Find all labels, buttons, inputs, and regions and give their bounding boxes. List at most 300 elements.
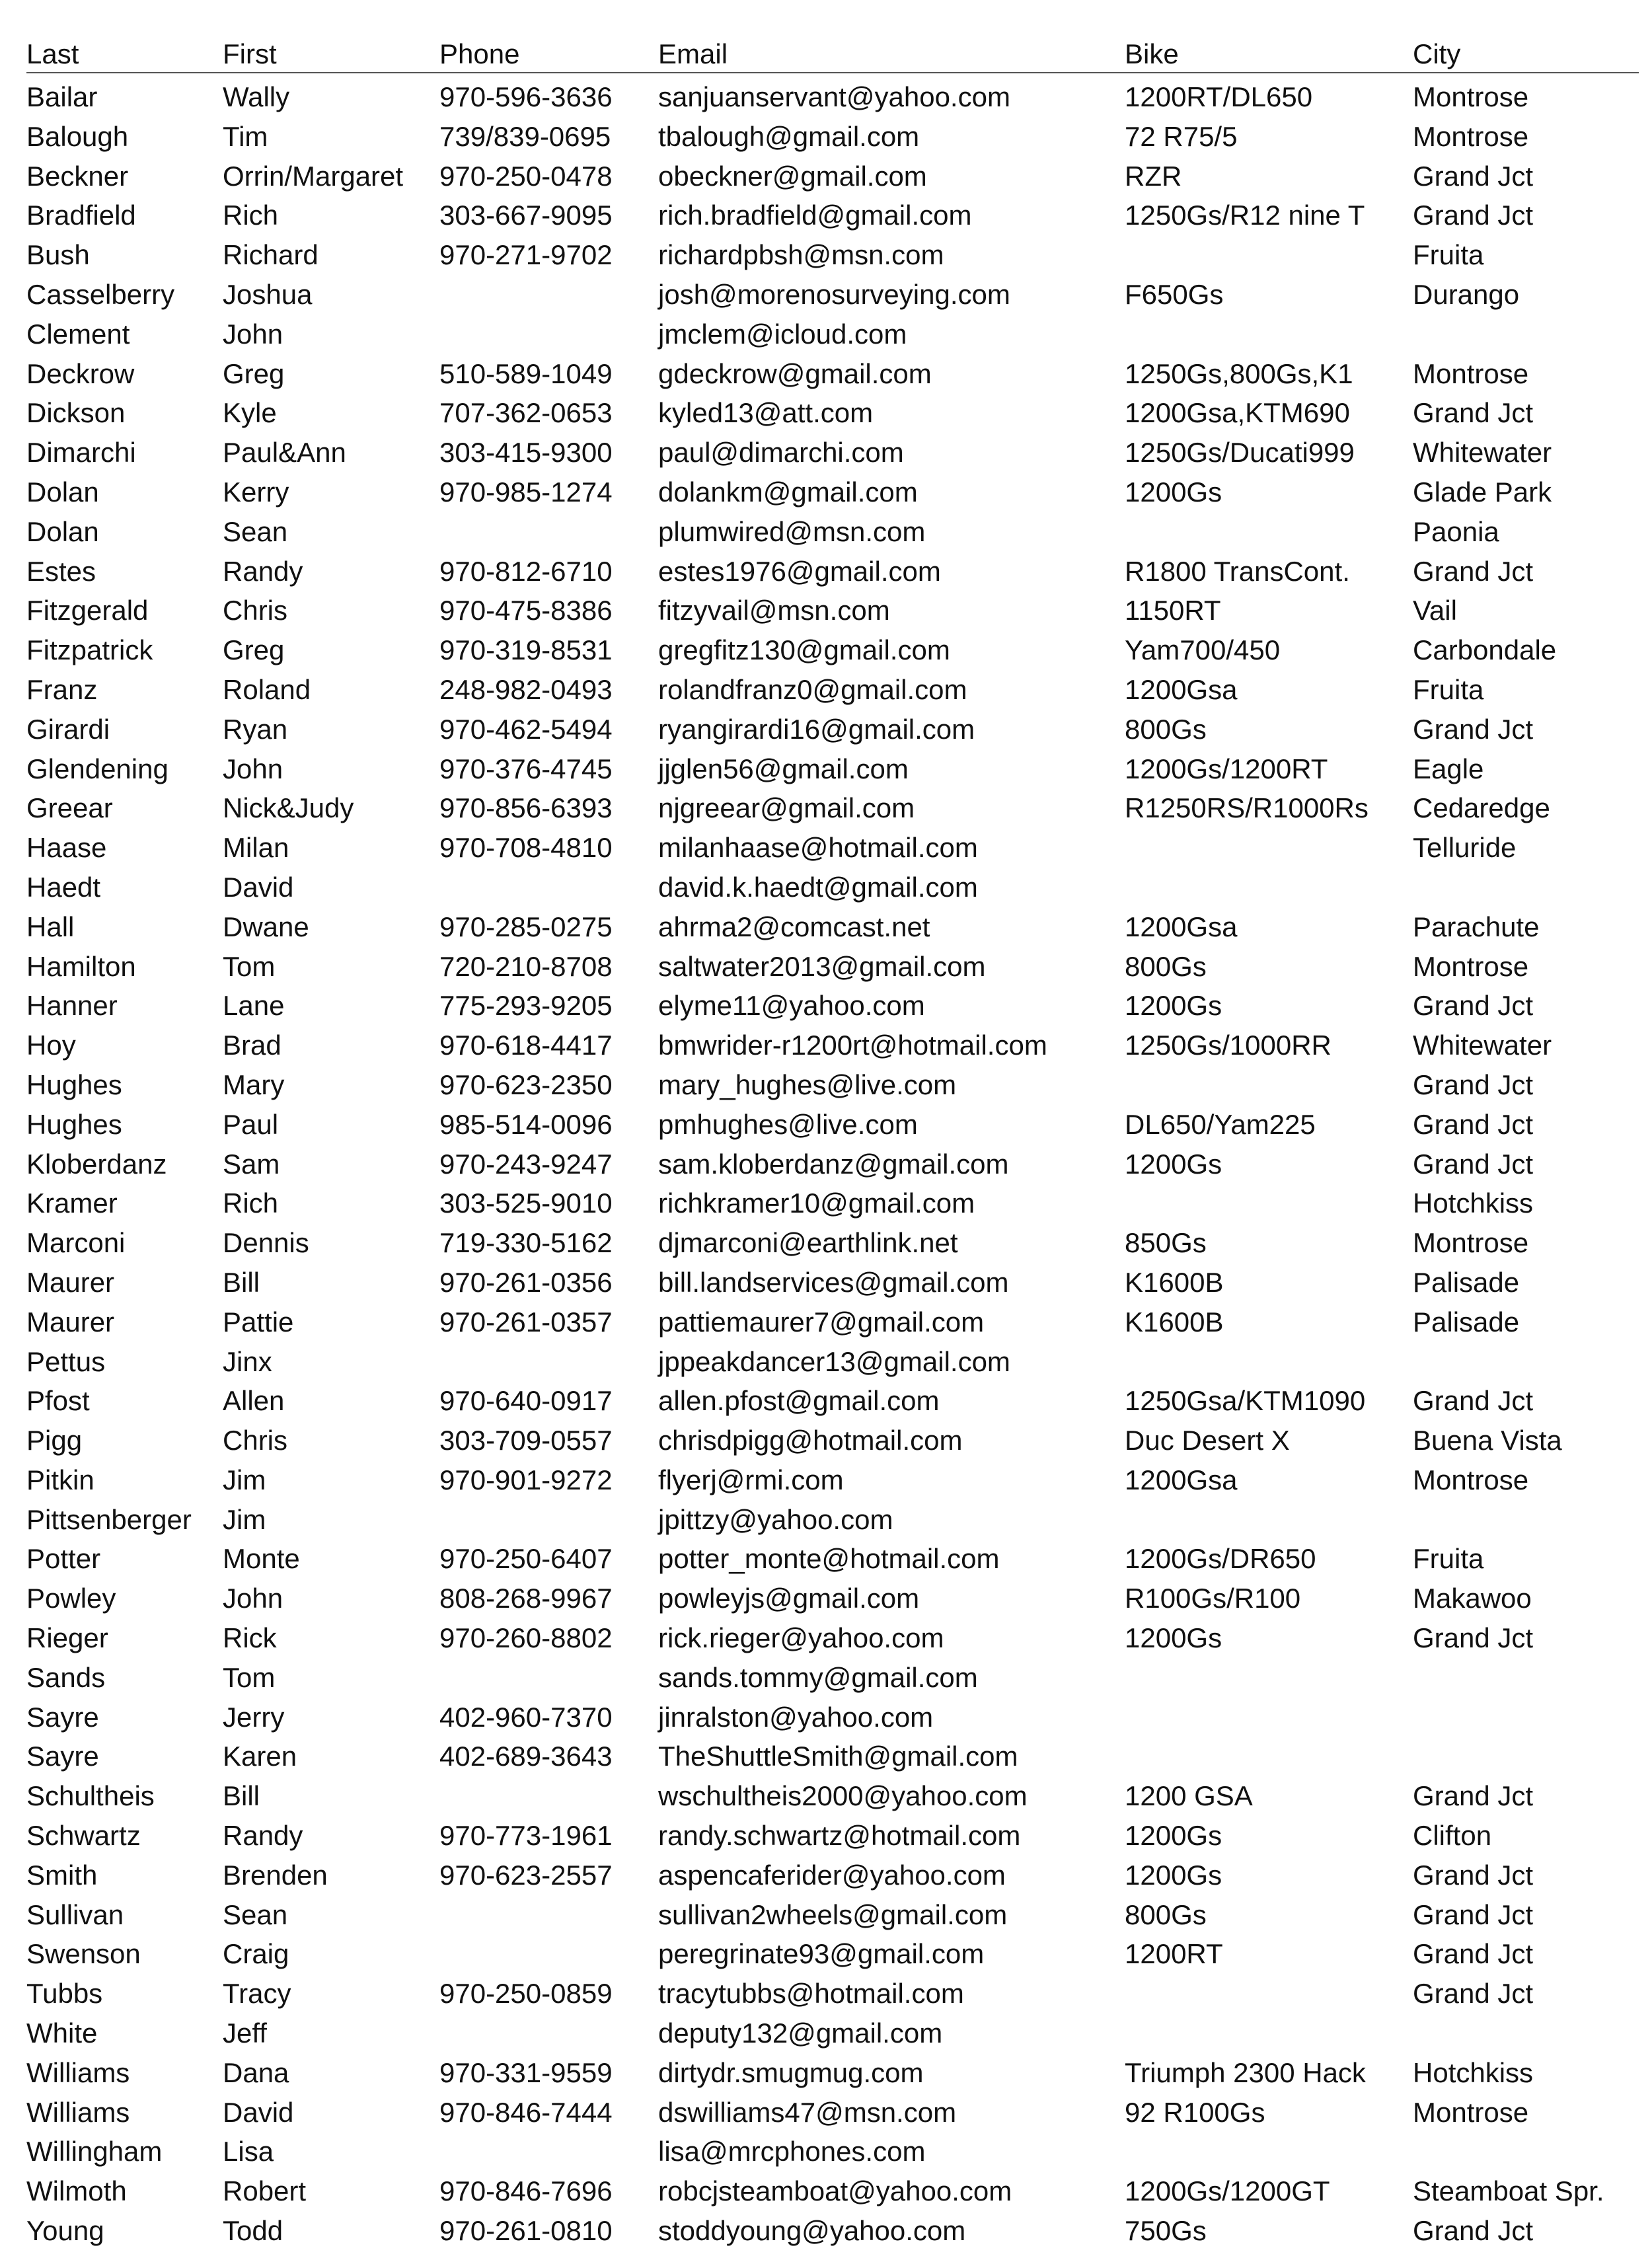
- table-row: [26, 512, 1639, 552]
- cell-phone: 303-415-9300: [439, 437, 613, 469]
- cell-city: Makawoo: [1413, 1583, 1532, 1614]
- cell-first: Tracy: [223, 1978, 291, 2010]
- cell-phone: 970-846-7444: [439, 2096, 613, 2128]
- table-row: [26, 235, 1639, 275]
- cell-first: Sean: [223, 1899, 288, 1930]
- cell-phone: 970-285-0275: [439, 911, 613, 942]
- table-row: [26, 2093, 1639, 2132]
- cell-city: Palisade: [1413, 1266, 1520, 1298]
- table-row: [26, 2132, 1639, 2171]
- cell-city: Hotchkiss: [1413, 2056, 1534, 2088]
- cell-bike: 1250Gsa/KTM1090: [1125, 1385, 1366, 1417]
- cell-email: njgreear@gmail.com: [658, 792, 915, 824]
- table-row: [26, 1460, 1639, 1500]
- table-row: [26, 710, 1639, 749]
- table-header: [26, 36, 1639, 73]
- cell-city: Eagle: [1413, 753, 1484, 784]
- cell-bike: 1250Gs/Ducati999: [1125, 437, 1355, 469]
- table-row: [26, 1342, 1639, 1382]
- cell-first: Paul: [223, 1108, 279, 1140]
- cell-phone: 303-667-9095: [439, 200, 613, 231]
- cell-email: richardpbsh@msn.com: [658, 239, 944, 271]
- cell-email: deputy132@gmail.com: [658, 2017, 943, 2049]
- cell-email: TheShuttleSmith@gmail.com: [658, 1741, 1018, 1772]
- cell-bike: [1125, 2014, 1413, 2053]
- cell-first: Jim: [223, 1464, 266, 1495]
- cell-email: estes1976@gmail.com: [658, 555, 941, 587]
- cell-email: rolandfranz0@gmail.com: [658, 673, 967, 705]
- cell-phone: 970-623-2557: [439, 1859, 613, 1891]
- cell-city: Fruita: [1413, 673, 1484, 705]
- cell-phone: [439, 315, 658, 354]
- cell-last: Smith: [26, 1859, 98, 1891]
- table-row: [26, 986, 1639, 1026]
- cell-last: Tubbs: [26, 1978, 103, 2010]
- cell-phone: 739/839-0695: [439, 120, 611, 152]
- cell-city: [1413, 2132, 1639, 2171]
- cell-last: Willingham: [26, 2136, 163, 2167]
- cell-city: Durango: [1413, 278, 1520, 310]
- cell-bike: K1600B: [1125, 1306, 1224, 1337]
- cell-first: Dwane: [223, 911, 309, 942]
- cell-bike: 1150RT: [1125, 595, 1221, 626]
- table-row: [26, 1934, 1639, 1974]
- cell-last: Potter: [26, 1543, 101, 1575]
- cell-last: Schwartz: [26, 1820, 141, 1852]
- cell-bike: 1250Gs/R12 nine T: [1125, 200, 1365, 231]
- table-row: [26, 1895, 1639, 1935]
- cell-bike: 1200Gsa,KTM690: [1125, 397, 1350, 429]
- cell-bike: 1200Gs/1200GT: [1125, 2175, 1330, 2207]
- cell-phone: 970-475-8386: [439, 595, 613, 626]
- cell-email: rich.bradfield@gmail.com: [658, 200, 972, 231]
- cell-first: Wally: [223, 81, 290, 112]
- cell-last: Williams: [26, 2056, 130, 2088]
- cell-first: Chris: [223, 595, 288, 626]
- cell-last: Kloberdanz: [26, 1148, 167, 1180]
- cell-last: Hamilton: [26, 950, 136, 982]
- cell-first: Rich: [223, 200, 279, 231]
- cell-last: Greear: [26, 792, 113, 824]
- cell-first: Jim: [223, 1503, 266, 1535]
- cell-email: gdeckrow@gmail.com: [658, 358, 932, 389]
- cell-bike: 72 R75/5: [1125, 120, 1238, 152]
- table-row: [26, 315, 1639, 354]
- cell-first: Tim: [223, 120, 268, 152]
- cell-city: Grand Jct: [1413, 990, 1534, 1022]
- cell-last: Hughes: [26, 1108, 122, 1140]
- cell-city: Grand Jct: [1413, 713, 1534, 745]
- cell-phone: 970-376-4745: [439, 753, 613, 784]
- cell-last: Maurer: [26, 1266, 115, 1298]
- cell-last: Clement: [26, 318, 130, 350]
- cell-bike: 800Gs: [1125, 950, 1207, 982]
- cell-phone: 970-331-9559: [439, 2056, 613, 2088]
- cell-city: Paonia: [1413, 515, 1499, 547]
- cell-city: Grand Jct: [1413, 1899, 1534, 1930]
- cell-bike: Triumph 2300 Hack: [1125, 2056, 1366, 2088]
- cell-email: richkramer10@gmail.com: [658, 1187, 975, 1219]
- cell-first: Rick: [223, 1622, 277, 1654]
- cell-email: dirtydr.smugmug.com: [658, 2056, 924, 2088]
- table-row: [26, 1618, 1639, 1658]
- cell-phone: 970-596-3636: [439, 81, 613, 112]
- cell-first: John: [223, 753, 283, 784]
- cell-phone: [439, 1342, 658, 1382]
- cell-email: tbalough@gmail.com: [658, 120, 920, 152]
- cell-email: chrisdpigg@hotmail.com: [658, 1425, 963, 1456]
- cell-phone: 970-250-0859: [439, 1978, 613, 2010]
- cell-bike: 800Gs: [1125, 1899, 1207, 1930]
- table-row: [26, 630, 1639, 670]
- table-row: [26, 1658, 1639, 1698]
- cell-first: Mary: [223, 1069, 285, 1100]
- table-row: [26, 77, 1639, 117]
- cell-first: Roland: [223, 673, 311, 705]
- cell-bike: [1125, 1065, 1413, 1105]
- cell-email: powleyjs@gmail.com: [658, 1583, 920, 1614]
- cell-email: jinralston@yahoo.com: [658, 1701, 934, 1733]
- cell-last: Bailar: [26, 81, 98, 112]
- cell-email: djmarconi@earthlink.net: [658, 1227, 958, 1259]
- table-row: [26, 1381, 1639, 1421]
- cell-city: [1413, 1658, 1639, 1698]
- cell-phone: 970-618-4417: [439, 1030, 613, 1061]
- cell-first: Dennis: [223, 1227, 309, 1259]
- cell-bike: R1800 TransCont.: [1125, 555, 1350, 587]
- cell-bike: [1125, 512, 1413, 552]
- cell-first: Nick&Judy: [223, 792, 354, 824]
- cell-phone: 808-268-9967: [439, 1583, 613, 1614]
- cell-email: potter_monte@hotmail.com: [658, 1543, 1000, 1575]
- cell-city: Grand Jct: [1413, 1622, 1534, 1654]
- cell-bike: 1200 GSA: [1125, 1780, 1253, 1812]
- cell-bike: 1200Gsa: [1125, 911, 1238, 942]
- cell-last: Hanner: [26, 990, 118, 1022]
- cell-city: [1413, 1698, 1639, 1737]
- cell-phone: 970-250-6407: [439, 1543, 613, 1575]
- cell-bike: [1125, 1500, 1413, 1540]
- table-body: [26, 77, 1639, 2251]
- cell-phone: 970-271-9702: [439, 239, 613, 271]
- cell-bike: 1200Gs: [1125, 1820, 1222, 1852]
- cell-last: Young: [26, 2215, 104, 2247]
- cell-bike: 1200Gs: [1125, 476, 1222, 508]
- cell-bike: 1200Gs/DR650: [1125, 1543, 1316, 1575]
- member-roster-table: [26, 36, 1639, 2251]
- cell-email: sam.kloberdanz@gmail.com: [658, 1148, 1009, 1180]
- cell-first: Greg: [223, 634, 285, 666]
- cell-first: Ryan: [223, 713, 288, 745]
- cell-email: elyme11@yahoo.com: [658, 990, 925, 1022]
- cell-bike: K1600B: [1125, 1266, 1224, 1298]
- table-row: [26, 2053, 1639, 2093]
- cell-city: Montrose: [1413, 358, 1529, 389]
- cell-email: jjglen56@gmail.com: [658, 753, 909, 784]
- cell-email: josh@morenosurveying.com: [658, 278, 1010, 310]
- cell-bike: 1200Gsa: [1125, 673, 1238, 705]
- cell-email: pmhughes@live.com: [658, 1108, 918, 1140]
- cell-email: david.k.haedt@gmail.com: [658, 871, 978, 903]
- cell-phone: 510-589-1049: [439, 358, 613, 389]
- cell-first: Lane: [223, 990, 285, 1022]
- table-row: [26, 2211, 1639, 2251]
- cell-city: [1413, 1737, 1639, 1776]
- cell-city: Vail: [1413, 595, 1457, 626]
- cell-phone: [439, 1934, 658, 1974]
- cell-first: John: [223, 318, 283, 350]
- cell-phone: [439, 2014, 658, 2053]
- cell-first: Pattie: [223, 1306, 294, 1337]
- cell-email: ryangirardi16@gmail.com: [658, 713, 975, 745]
- cell-bike: 1200Gs: [1125, 990, 1222, 1022]
- cell-last: White: [26, 2017, 98, 2049]
- cell-city: Cedaredge: [1413, 792, 1550, 824]
- cell-last: Pfost: [26, 1385, 90, 1417]
- cell-phone: 970-901-9272: [439, 1464, 613, 1495]
- cell-last: Pitkin: [26, 1464, 94, 1495]
- cell-last: Williams: [26, 2096, 130, 2128]
- cell-bike: 1200Gs: [1125, 1148, 1222, 1180]
- cell-first: Sean: [223, 515, 288, 547]
- cell-last: Pettus: [26, 1345, 106, 1377]
- cell-phone: [439, 275, 658, 315]
- cell-bike: F650Gs: [1125, 278, 1224, 310]
- cell-bike: 1200Gsa: [1125, 1464, 1238, 1495]
- cell-last: Deckrow: [26, 358, 135, 389]
- cell-first: Tom: [223, 1661, 276, 1693]
- cell-city: Whitewater: [1413, 437, 1552, 469]
- cell-first: Jeff: [223, 2017, 267, 2049]
- cell-first: Brenden: [223, 1859, 328, 1891]
- cell-first: Allen: [223, 1385, 285, 1417]
- cell-first: Paul&Ann: [223, 437, 346, 469]
- cell-last: Girardi: [26, 713, 110, 745]
- cell-bike: 1200Gs: [1125, 1859, 1222, 1891]
- cell-bike: 1200RT: [1125, 1938, 1223, 1970]
- cell-city: Montrose: [1413, 950, 1529, 982]
- cell-city: Whitewater: [1413, 1030, 1552, 1061]
- table-row: [26, 1421, 1639, 1460]
- table-row: [26, 157, 1639, 196]
- table-row: [26, 1500, 1639, 1540]
- cell-first: Robert: [223, 2175, 307, 2207]
- cell-city: [1413, 315, 1639, 354]
- cell-last: Kramer: [26, 1187, 118, 1219]
- cell-first: David: [223, 871, 294, 903]
- table-row: [26, 1539, 1639, 1579]
- cell-last: Schultheis: [26, 1780, 155, 1812]
- cell-first: Joshua: [223, 278, 313, 310]
- cell-city: [1413, 1342, 1639, 1382]
- cell-last: Sayre: [26, 1741, 99, 1772]
- cell-first: David: [223, 2096, 294, 2128]
- cell-bike: [1125, 828, 1413, 868]
- cell-email: ahrma2@comcast.net: [658, 911, 930, 942]
- cell-bike: [1125, 1974, 1413, 2014]
- cell-phone: 720-210-8708: [439, 950, 613, 982]
- cell-bike: 1200Gs/1200RT: [1125, 753, 1328, 784]
- cell-phone: 970-640-0917: [439, 1385, 613, 1417]
- cell-first: Jerry: [223, 1701, 285, 1733]
- cell-bike: 1200Gs: [1125, 1622, 1222, 1654]
- cell-city: Grand Jct: [1413, 1108, 1534, 1140]
- header-last: Last: [26, 38, 79, 69]
- cell-email: saltwater2013@gmail.com: [658, 950, 986, 982]
- cell-bike: [1125, 1342, 1413, 1382]
- cell-phone: 970-773-1961: [439, 1820, 613, 1852]
- cell-city: [1413, 868, 1639, 907]
- table-row: [26, 1223, 1639, 1263]
- cell-city: Montrose: [1413, 2096, 1529, 2128]
- table-row: [26, 393, 1639, 433]
- cell-phone: 719-330-5162: [439, 1227, 613, 1259]
- cell-phone: 985-514-0096: [439, 1108, 613, 1140]
- cell-city: Parachute: [1413, 911, 1540, 942]
- cell-phone: 970-243-9247: [439, 1148, 613, 1180]
- cell-bike: 800Gs: [1125, 713, 1207, 745]
- cell-bike: [1125, 1184, 1413, 1223]
- cell-phone: 970-985-1274: [439, 476, 613, 508]
- cell-email: kyled13@att.com: [658, 397, 874, 429]
- cell-phone: [439, 1895, 658, 1935]
- cell-first: Randy: [223, 1820, 303, 1852]
- table-row: [26, 1579, 1639, 1618]
- table-row: [26, 1065, 1639, 1105]
- cell-email: aspencaferider@yahoo.com: [658, 1859, 1006, 1891]
- cell-phone: [439, 1658, 658, 1698]
- cell-last: Rieger: [26, 1622, 108, 1654]
- cell-city: Grand Jct: [1413, 555, 1534, 587]
- cell-bike: RZR: [1125, 160, 1182, 192]
- cell-first: Dana: [223, 2056, 289, 2088]
- cell-phone: 970-846-7696: [439, 2175, 613, 2207]
- cell-email: robcjsteamboat@yahoo.com: [658, 2175, 1012, 2207]
- cell-city: Fruita: [1413, 239, 1484, 271]
- cell-email: dolankm@gmail.com: [658, 476, 918, 508]
- cell-email: dswilliams47@msn.com: [658, 2096, 957, 2128]
- cell-last: Hall: [26, 911, 75, 942]
- header-phone: Phone: [439, 38, 520, 69]
- cell-bike: [1125, 1658, 1413, 1698]
- table-row: [26, 433, 1639, 472]
- cell-email: jppeakdancer13@gmail.com: [658, 1345, 1010, 1377]
- cell-city: Grand Jct: [1413, 397, 1534, 429]
- cell-first: Lisa: [223, 2136, 274, 2167]
- cell-bike: 1200RT/DL650: [1125, 81, 1313, 112]
- cell-phone: 402-960-7370: [439, 1701, 613, 1733]
- cell-phone: 970-623-2350: [439, 1069, 613, 1100]
- table-row: [26, 828, 1639, 868]
- table-row: [26, 1856, 1639, 1895]
- cell-email: peregrinate93@gmail.com: [658, 1938, 985, 1970]
- table-row: [26, 868, 1639, 907]
- cell-last: Glendening: [26, 753, 169, 784]
- table-row: [26, 275, 1639, 315]
- table-row: [26, 1974, 1639, 2014]
- cell-email: paul@dimarchi.com: [658, 437, 904, 469]
- cell-bike: [1125, 1698, 1413, 1737]
- cell-city: Grand Jct: [1413, 160, 1534, 192]
- cell-last: Casselberry: [26, 278, 175, 310]
- cell-city: Clifton: [1413, 1820, 1492, 1852]
- cell-last: Swenson: [26, 1938, 141, 1970]
- cell-first: Jinx: [223, 1345, 272, 1377]
- cell-phone: [439, 1500, 658, 1540]
- cell-first: Kyle: [223, 397, 277, 429]
- cell-phone: 303-525-9010: [439, 1187, 613, 1219]
- cell-last: Dolan: [26, 476, 99, 508]
- cell-city: Grand Jct: [1413, 1859, 1534, 1891]
- cell-bike: [1125, 235, 1413, 275]
- cell-email: randy.schwartz@hotmail.com: [658, 1820, 1021, 1852]
- table-row: [26, 907, 1639, 947]
- cell-last: Estes: [26, 555, 96, 587]
- cell-city: Grand Jct: [1413, 1978, 1534, 2010]
- cell-last: Dickson: [26, 397, 126, 429]
- table-row: [26, 1184, 1639, 1223]
- cell-bike: 1250Gs,800Gs,K1: [1125, 358, 1353, 389]
- cell-city: Grand Jct: [1413, 200, 1534, 231]
- cell-email: stoddyoung@yahoo.com: [658, 2215, 966, 2247]
- cell-city: Grand Jct: [1413, 2215, 1534, 2247]
- cell-bike: Yam700/450: [1125, 634, 1281, 666]
- table-row: [26, 117, 1639, 157]
- cell-first: Todd: [223, 2215, 283, 2247]
- cell-city: Montrose: [1413, 1464, 1529, 1495]
- cell-phone: 970-812-6710: [439, 555, 613, 587]
- cell-first: Karen: [223, 1741, 297, 1772]
- cell-email: jmclem@icloud.com: [658, 318, 907, 350]
- cell-phone: [439, 512, 658, 552]
- cell-last: Wilmoth: [26, 2175, 127, 2207]
- header-email: Email: [658, 38, 728, 69]
- table-row: [26, 1263, 1639, 1302]
- table-row: [26, 1698, 1639, 1737]
- cell-last: Pigg: [26, 1425, 83, 1456]
- cell-last: Franz: [26, 673, 98, 705]
- cell-bike: 92 R100Gs: [1125, 2096, 1265, 2128]
- cell-first: John: [223, 1583, 283, 1614]
- table-row: [26, 1105, 1639, 1145]
- cell-email: allen.pfost@gmail.com: [658, 1385, 940, 1417]
- table-row: [26, 472, 1639, 512]
- cell-email: sands.tommy@gmail.com: [658, 1661, 978, 1693]
- cell-email: milanhaase@hotmail.com: [658, 832, 978, 864]
- cell-city: Fruita: [1413, 1543, 1484, 1575]
- cell-email: tracytubbs@hotmail.com: [658, 1978, 964, 2010]
- table-row: [26, 196, 1639, 235]
- cell-last: Beckner: [26, 160, 129, 192]
- cell-email: flyerj@rmi.com: [658, 1464, 844, 1495]
- cell-phone: 248-982-0493: [439, 673, 613, 705]
- cell-email: bill.landservices@gmail.com: [658, 1266, 1009, 1298]
- header-first: First: [223, 38, 277, 69]
- cell-email: lisa@mrcphones.com: [658, 2136, 926, 2167]
- cell-email: fitzyvail@msn.com: [658, 595, 890, 626]
- cell-first: Craig: [223, 1938, 289, 1970]
- cell-phone: 970-250-0478: [439, 160, 613, 192]
- cell-phone: [439, 1776, 658, 1816]
- cell-email: bmwrider-r1200rt@hotmail.com: [658, 1030, 1047, 1061]
- cell-phone: 970-708-4810: [439, 832, 613, 864]
- cell-bike: [1125, 1737, 1413, 1776]
- cell-last: Powley: [26, 1583, 116, 1614]
- cell-phone: 707-362-0653: [439, 397, 613, 429]
- cell-last: Sayre: [26, 1701, 99, 1733]
- cell-email: jpittzy@yahoo.com: [658, 1503, 893, 1535]
- cell-first: Tom: [223, 950, 276, 982]
